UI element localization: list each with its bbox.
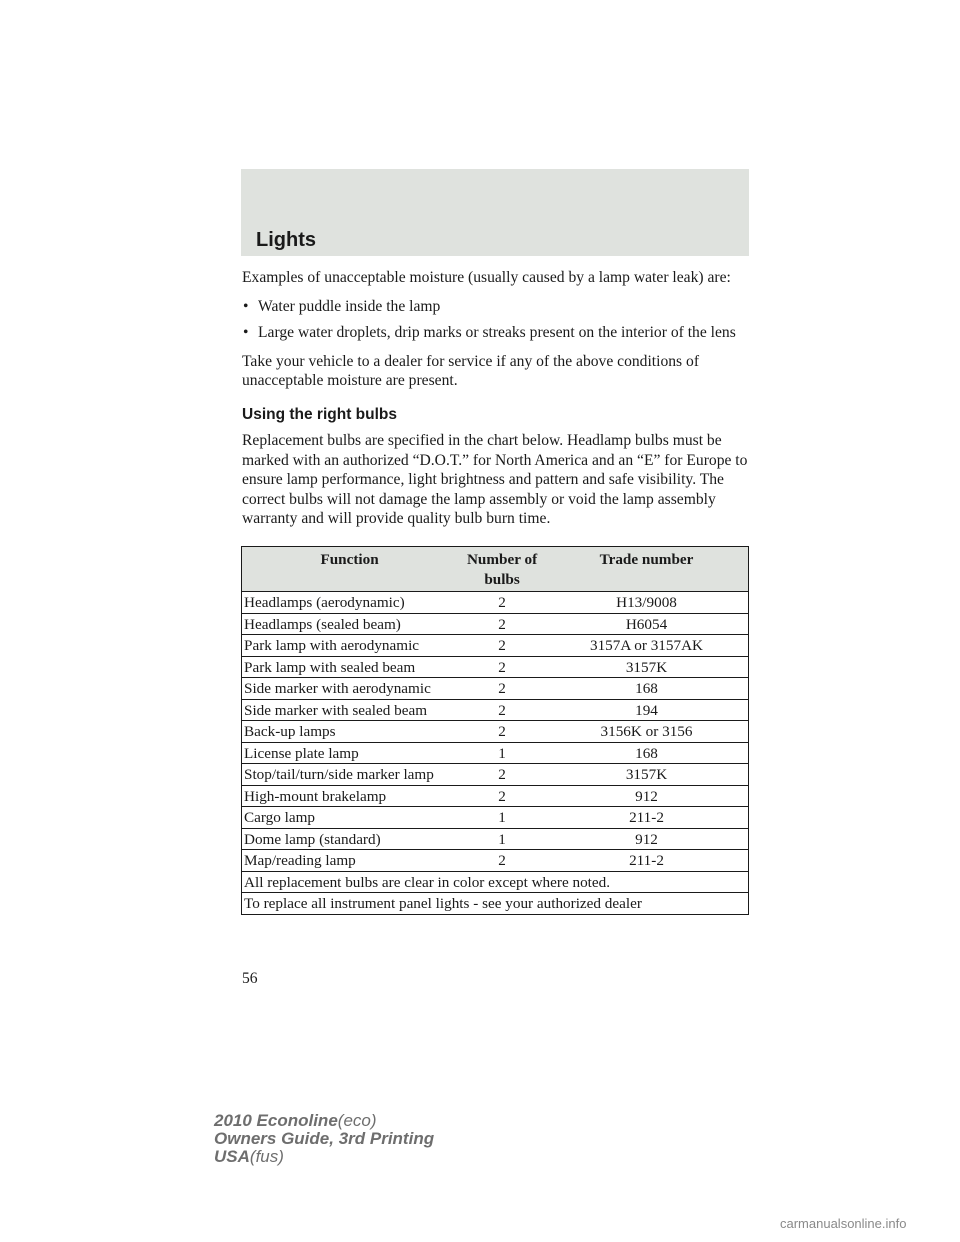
column-header-trade: Trade number	[547, 547, 749, 592]
table-note: To replace all instrument panel lights - see your authorized dealer	[242, 893, 749, 915]
bullet-icon: •	[243, 324, 249, 341]
table-note-row	[242, 871, 749, 893]
table-row: Side marker with aerodynamic 2 168	[242, 678, 749, 700]
list-item: • Water puddle inside the lamp	[243, 297, 441, 315]
table-row: Park lamp with sealed beam 2 3157K	[242, 656, 749, 678]
moisture-bullet-list	[242, 297, 752, 343]
table-row: Dome lamp (standard) 1 912	[242, 828, 749, 850]
section-title: Lights	[256, 229, 316, 251]
footer-market-code: (fus)	[249, 1147, 284, 1166]
table-row: Cargo lamp 1 211-2	[242, 807, 749, 829]
bullet-icon: •	[243, 297, 249, 315]
section-header-band	[241, 169, 749, 256]
page-content	[242, 268, 752, 538]
footer-market: USA	[214, 1147, 250, 1166]
document-footer	[214, 1112, 434, 1166]
table-row: License plate lamp 1 168	[242, 742, 749, 764]
list-item: • Large water droplets, drip marks or streaks present on the interior of the lens	[243, 324, 736, 341]
table-row: Headlamps (aerodynamic) 2 H13/9008	[242, 592, 749, 614]
column-header-function: Function	[242, 547, 460, 592]
table-row: High-mount brakelamp 2 912	[242, 785, 749, 807]
column-header-number: Number of bulbs	[459, 547, 547, 592]
table-header-row	[242, 547, 749, 592]
bulb-table	[241, 546, 749, 915]
watermark: carmanualsonline.info	[780, 1216, 907, 1231]
table-row: Headlamps (sealed beam) 2 H6054	[242, 613, 749, 635]
footer-model-code: (eco)	[337, 1111, 377, 1130]
footer-model: 2010 Econoline	[214, 1111, 338, 1130]
table-row: Back-up lamps 2 3156K or 3156	[242, 721, 749, 743]
page-number: 56	[242, 970, 258, 987]
table-row: Park lamp with aerodynamic 2 3157A or 3157AK	[242, 635, 749, 657]
bulbs-paragraph: Replacement bulbs are specified in the chart below. Headlamp bulbs must be marked with an authorized “D.O.T.” for North America and an “E” for Europe to ensure lamp performance, light brightness and pattern and safe visibility. The correct bulbs will not damage the lamp assembly or void the lamp assembly warranty and will provide quality bulb burn time.	[242, 432, 748, 527]
subsection-heading: Using the right bulbs	[242, 405, 397, 423]
closing-paragraph: Take your vehicle to a dealer for service if any of the above conditions of unacceptable moisture are present.	[242, 352, 700, 389]
table-row: Stop/tail/turn/side marker lamp 2 3157K	[242, 764, 749, 786]
table-note: All replacement bulbs are clear in color except where noted.	[242, 871, 749, 893]
intro-paragraph: Examples of unacceptable moisture (usually caused by a lamp water leak) are:	[242, 269, 731, 286]
table-row: Side marker with sealed beam 2 194	[242, 699, 749, 721]
footer-guide: Owners Guide, 3rd Printing	[214, 1129, 435, 1148]
table-note-row	[242, 893, 749, 915]
table-row: Map/reading lamp 2 211-2	[242, 850, 749, 872]
